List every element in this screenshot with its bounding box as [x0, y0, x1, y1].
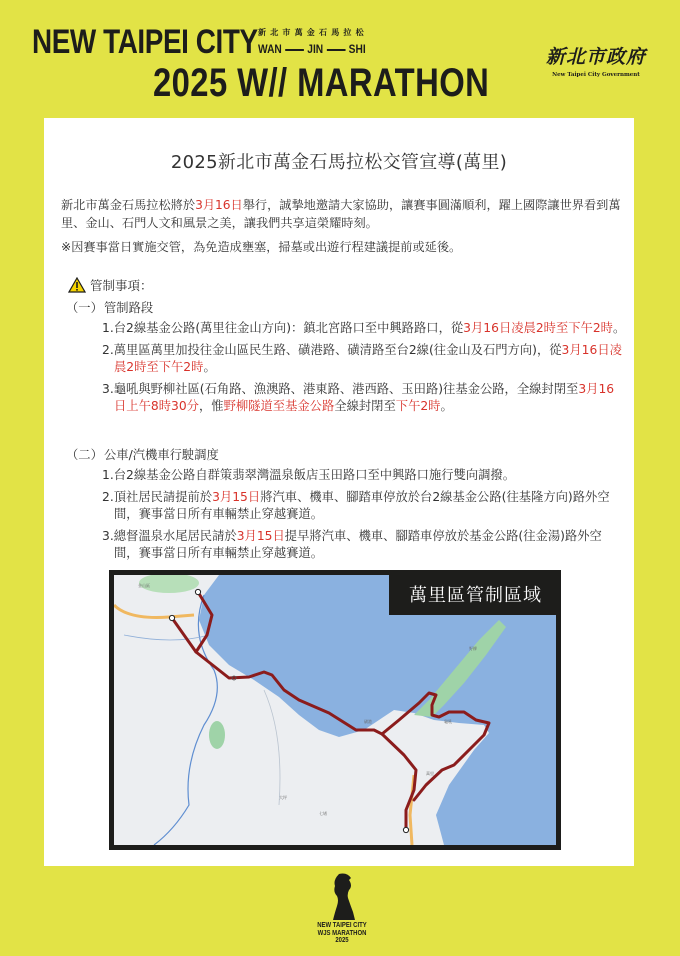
warning-icon [68, 277, 86, 293]
gov-logo-english: New Taipei City Government [552, 72, 640, 78]
logo-sub-english [258, 41, 366, 57]
section-road-control [66, 298, 626, 420]
traffic-note: ※因賽事當日實施交管，為免造成壅塞，掃墓或出遊行程建議提前或延後。 [61, 240, 462, 254]
section-title-text: 公車/汽機車行駛調度 [104, 448, 219, 462]
document-title: 2025新北市萬金石馬拉松交管宣導(萬里) [170, 152, 508, 173]
item-highlight: 3月16日凌晨2時至下午2時 [463, 321, 613, 335]
item-text: 將汽車、機車、腳踏車停放於台2線基金公路(往基隆方向)路外空間，賽事當日所有車輛禁止穿越賽道。 [114, 490, 610, 521]
map-title-label: 萬里區管制區域 [389, 575, 556, 615]
item-text: 3.總督溫泉水尾居民請於 [102, 529, 237, 543]
footer-logo-line3: 2025 [335, 937, 349, 944]
item-highlight: 3月16日上午8時30分 [114, 382, 615, 413]
control-items-heading [68, 276, 153, 294]
section-title [66, 298, 626, 318]
section-items [102, 467, 626, 562]
logo-subtitle [258, 28, 385, 57]
notice-card [44, 118, 634, 866]
map-label: 野柳 [469, 646, 477, 651]
item-text: 3.龜吼與野柳社區(石角路、漁澳路、港東路、港西路、玉田路)往基金公路，全線封閉至 [102, 382, 579, 396]
map-label: 大坪 [279, 795, 287, 800]
silhouette-icon [327, 872, 357, 920]
item-text: 1.台2線基金公路(萬里往金山方向)：鎮北宮路口至中興路路口，從 [102, 321, 464, 335]
list-item [102, 467, 626, 484]
intro-text-part: 新北市萬金石馬拉松將於 [61, 198, 196, 212]
control-items-label: 管制事項： [90, 278, 153, 293]
item-text: 2.頂社居民請提前於 [102, 490, 213, 504]
logo-2025-marathon: 2025 W// MARATHON [153, 61, 490, 105]
gov-logo-chinese: 新北市政府 [545, 46, 646, 68]
list-item [102, 381, 626, 415]
logo-new-taipei-city: NEW TAIPEI CITY [32, 23, 258, 61]
section-number: （二） [66, 448, 103, 462]
section-vehicle-dispatch [66, 445, 626, 567]
list-item [102, 489, 626, 523]
marathon-footer-logo [310, 872, 374, 945]
route-endpoint [169, 615, 174, 620]
footer-logo-line1: NEW TAIPEI CITY [317, 922, 367, 929]
logo-sub-chinese: 新北市萬金石馬拉松 [258, 28, 368, 37]
logo-jin: JIN [307, 42, 324, 56]
list-item [102, 528, 626, 562]
item-highlight: 野柳隧道至基金公路 [223, 399, 335, 413]
section-title-text: 管制路段 [104, 301, 154, 315]
route-map [114, 575, 556, 845]
race-date: 3月16日 [195, 198, 243, 212]
item-highlight: 3月15日 [236, 529, 285, 543]
map-label: 七堵 [319, 811, 327, 816]
item-text: 2.萬里區萬里加投往金山區民生路、磺港路、磺清路至台2線(往金山及石門方向)，從 [102, 343, 562, 357]
new-taipei-government-logo [544, 46, 648, 78]
item-text: 全線封閉至 [334, 399, 396, 413]
item-text: 1.台2線基金公路自群策翡翠灣溫泉飯店玉田路口至中興路口施行雙向調撥。 [102, 468, 516, 482]
intro-text [61, 196, 621, 232]
control-area-map [109, 570, 561, 850]
map-label: 萬里 [426, 771, 434, 776]
list-item [102, 320, 626, 337]
item-text: 。 [203, 360, 216, 374]
item-text: 提早將汽車、機車、腳踏車停放於基金公路(往金湯)路外空間，賽事當日所有車輛禁止穿越賽道。 [114, 529, 602, 560]
route-endpoint [195, 589, 200, 594]
route-endpoint [403, 827, 408, 832]
section-title [66, 445, 626, 465]
logo-shi: SHI [348, 42, 366, 56]
item-highlight: 下午2時 [395, 399, 441, 413]
section-number: （一） [66, 301, 103, 315]
item-text: 。 [612, 321, 626, 335]
event-logo-header [0, 0, 680, 118]
item-text: ，惟 [198, 399, 224, 413]
divider [285, 49, 304, 51]
intro-text-part: 舉行，誠摯地邀請大家協助，讓賽事圓滿順利，躍上國際讓世界看到萬里、金山、石門人文和風景之美，讓我們共享這榮耀時刻。 [61, 198, 621, 230]
logo-wan: WAN [258, 42, 282, 56]
item-text: 。 [440, 399, 453, 413]
map-label: 磺港 [364, 719, 372, 724]
item-highlight: 3月16日凌晨2時至下午2時 [114, 343, 622, 374]
map-label: 龜吼 [444, 719, 452, 724]
intro-paragraph [61, 196, 621, 256]
list-item [102, 342, 626, 376]
section-items [102, 320, 626, 415]
divider [327, 49, 346, 51]
item-highlight: 3月15日 [212, 490, 261, 504]
footer-logo-line2: WJS MARATHON [317, 929, 367, 937]
map-label: 金山區 [138, 583, 150, 588]
